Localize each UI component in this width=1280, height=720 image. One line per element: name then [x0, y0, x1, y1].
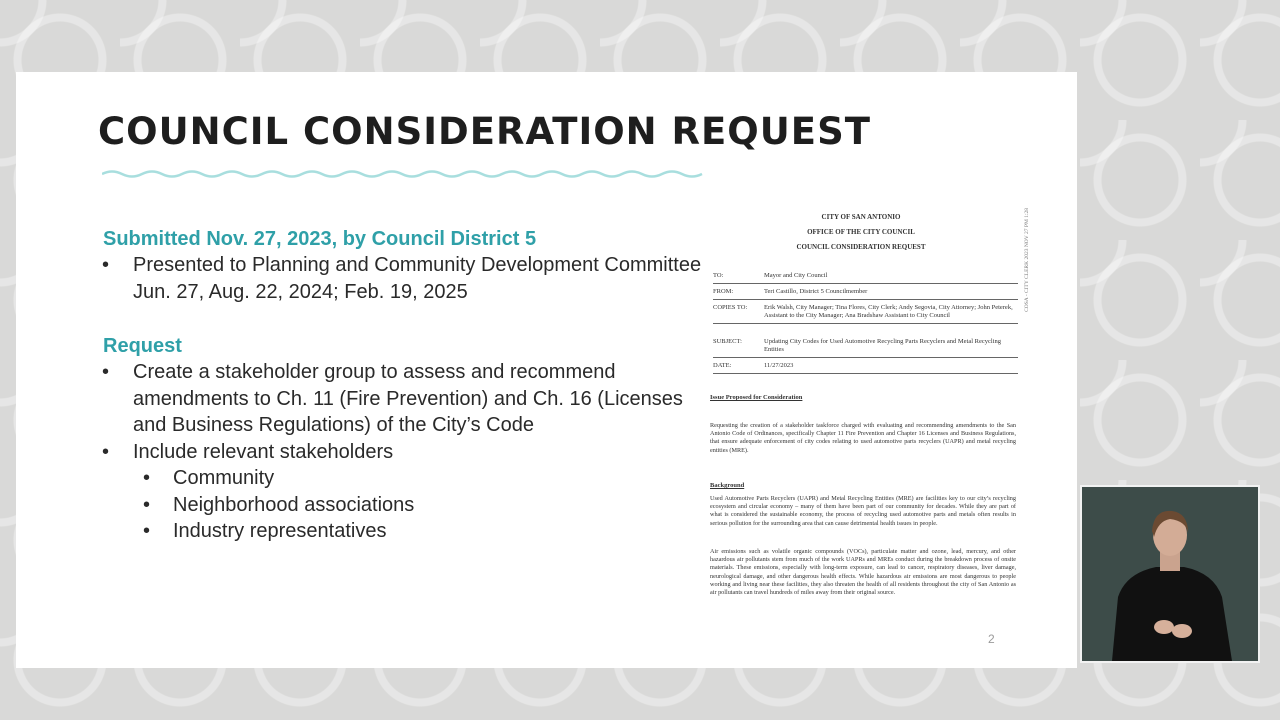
request-heading: Request	[103, 335, 182, 357]
page-number: 2	[988, 632, 995, 646]
doc-header-line: OFFICE OF THE CITY COUNCIL	[807, 228, 915, 236]
background-heading: Background	[710, 482, 745, 489]
request-list	[103, 359, 703, 545]
memo-to: TO: Mayor and City Council	[713, 272, 1018, 284]
memo-from: FROM: Teri Castillo, District 5 Councilmember	[713, 288, 1018, 300]
sign-language-interpreter-video	[1080, 485, 1260, 663]
memo-subject: SUBJECT: Updating City Codes for Used Automotive Recycling Parts Recyclers and Metal Recycling Entities	[713, 338, 1018, 358]
issue-heading: Issue Proposed for Consideration	[710, 394, 803, 401]
doc-header-line: CITY OF SAN ANTONIO	[821, 213, 901, 221]
memo-date: DATE: 11/27/2023	[713, 362, 1018, 374]
issue-text: Requesting the creation of a stakeholder taskforce charged with evaluating and recommending amendments to the San Antonio Code of Ordinances, specifically Chapter 11 Fire Prevention and Chapter 16 Licenses and Business Regulations, that ensure adequate enforcement of city codes relating to used automotive parts recyclers (UAPR) and metal recycling entities (MRE).	[710, 422, 1016, 454]
list-item: • Create a stakeholder group to assess and recommend amendments to Ch. 11 (Fire Prevention) and Ch. 16 (Licenses and Business Regulations) of the City’s Code	[103, 359, 703, 439]
decorative-wave	[102, 168, 706, 180]
submitted-heading: Submitted Nov. 27, 2023, by Council District 5	[103, 228, 537, 250]
sub-list-item: • Industry representatives	[103, 518, 703, 545]
submitted-list	[103, 252, 703, 305]
slide-body	[103, 226, 703, 545]
doc-header-line: COUNCIL CONSIDERATION REQUEST	[796, 243, 926, 251]
slide-title: COUNCIL CONSIDERATION REQUEST	[98, 110, 871, 153]
interpreter-figure	[1082, 487, 1258, 661]
memo-copies: COPIES TO: Erik Walsh, City Manager; Tina Flores, City Clerk; Andy Segovia, City Attorney; John Peterek, Assistant to the City Manager; Ana Bradshaw Assistant to City Council	[713, 304, 1018, 324]
list-item: • Presented to Planning and Community Development Committee Jun. 27, Aug. 22, 2024; Feb. 19, 2025	[103, 252, 703, 305]
background-text: Used Automotive Parts Recyclers (UAPR) and Metal Recycling Entities (MRE) are facilities key to our city’s recycling ecosystem and circular economy – many of them have been part of our community for decades. While they are part of what is considered the sustainable economy, the process of recycling used automotive parts and metals often results in serious pollution for the surrounding area that can cause detrimental health issues in people.	[710, 495, 1016, 527]
background-text: Air emissions such as volatile organic compounds (VOCs), particulate matter and ozone, lead, mercury, and other hazardous air pollutants stem from much of the work UAPRs and MREs conduct during the breakdown process of onsite materials. These emissions, especially with long-term exposure, can lead to cancer, respiratory diseases, liver damage, neurological damage, and other dangerous health effects. While hazardous air emissions are most dangerous to people working and living near these facilities, they also threaten the health of all residents throughout the city of San Antonio as air pollutants can travel hundreds of miles away from their original source.	[710, 548, 1016, 597]
sub-list-item: • Neighborhood associations	[103, 492, 703, 519]
slide	[16, 72, 1077, 668]
clerk-stamp: COSA - CITY CLERK 2023 NOV 27 PM 1:28	[1024, 208, 1030, 312]
document-image	[706, 200, 1036, 660]
list-item: • Include relevant stakeholders	[103, 439, 703, 466]
sub-list-item: • Community	[103, 465, 703, 492]
